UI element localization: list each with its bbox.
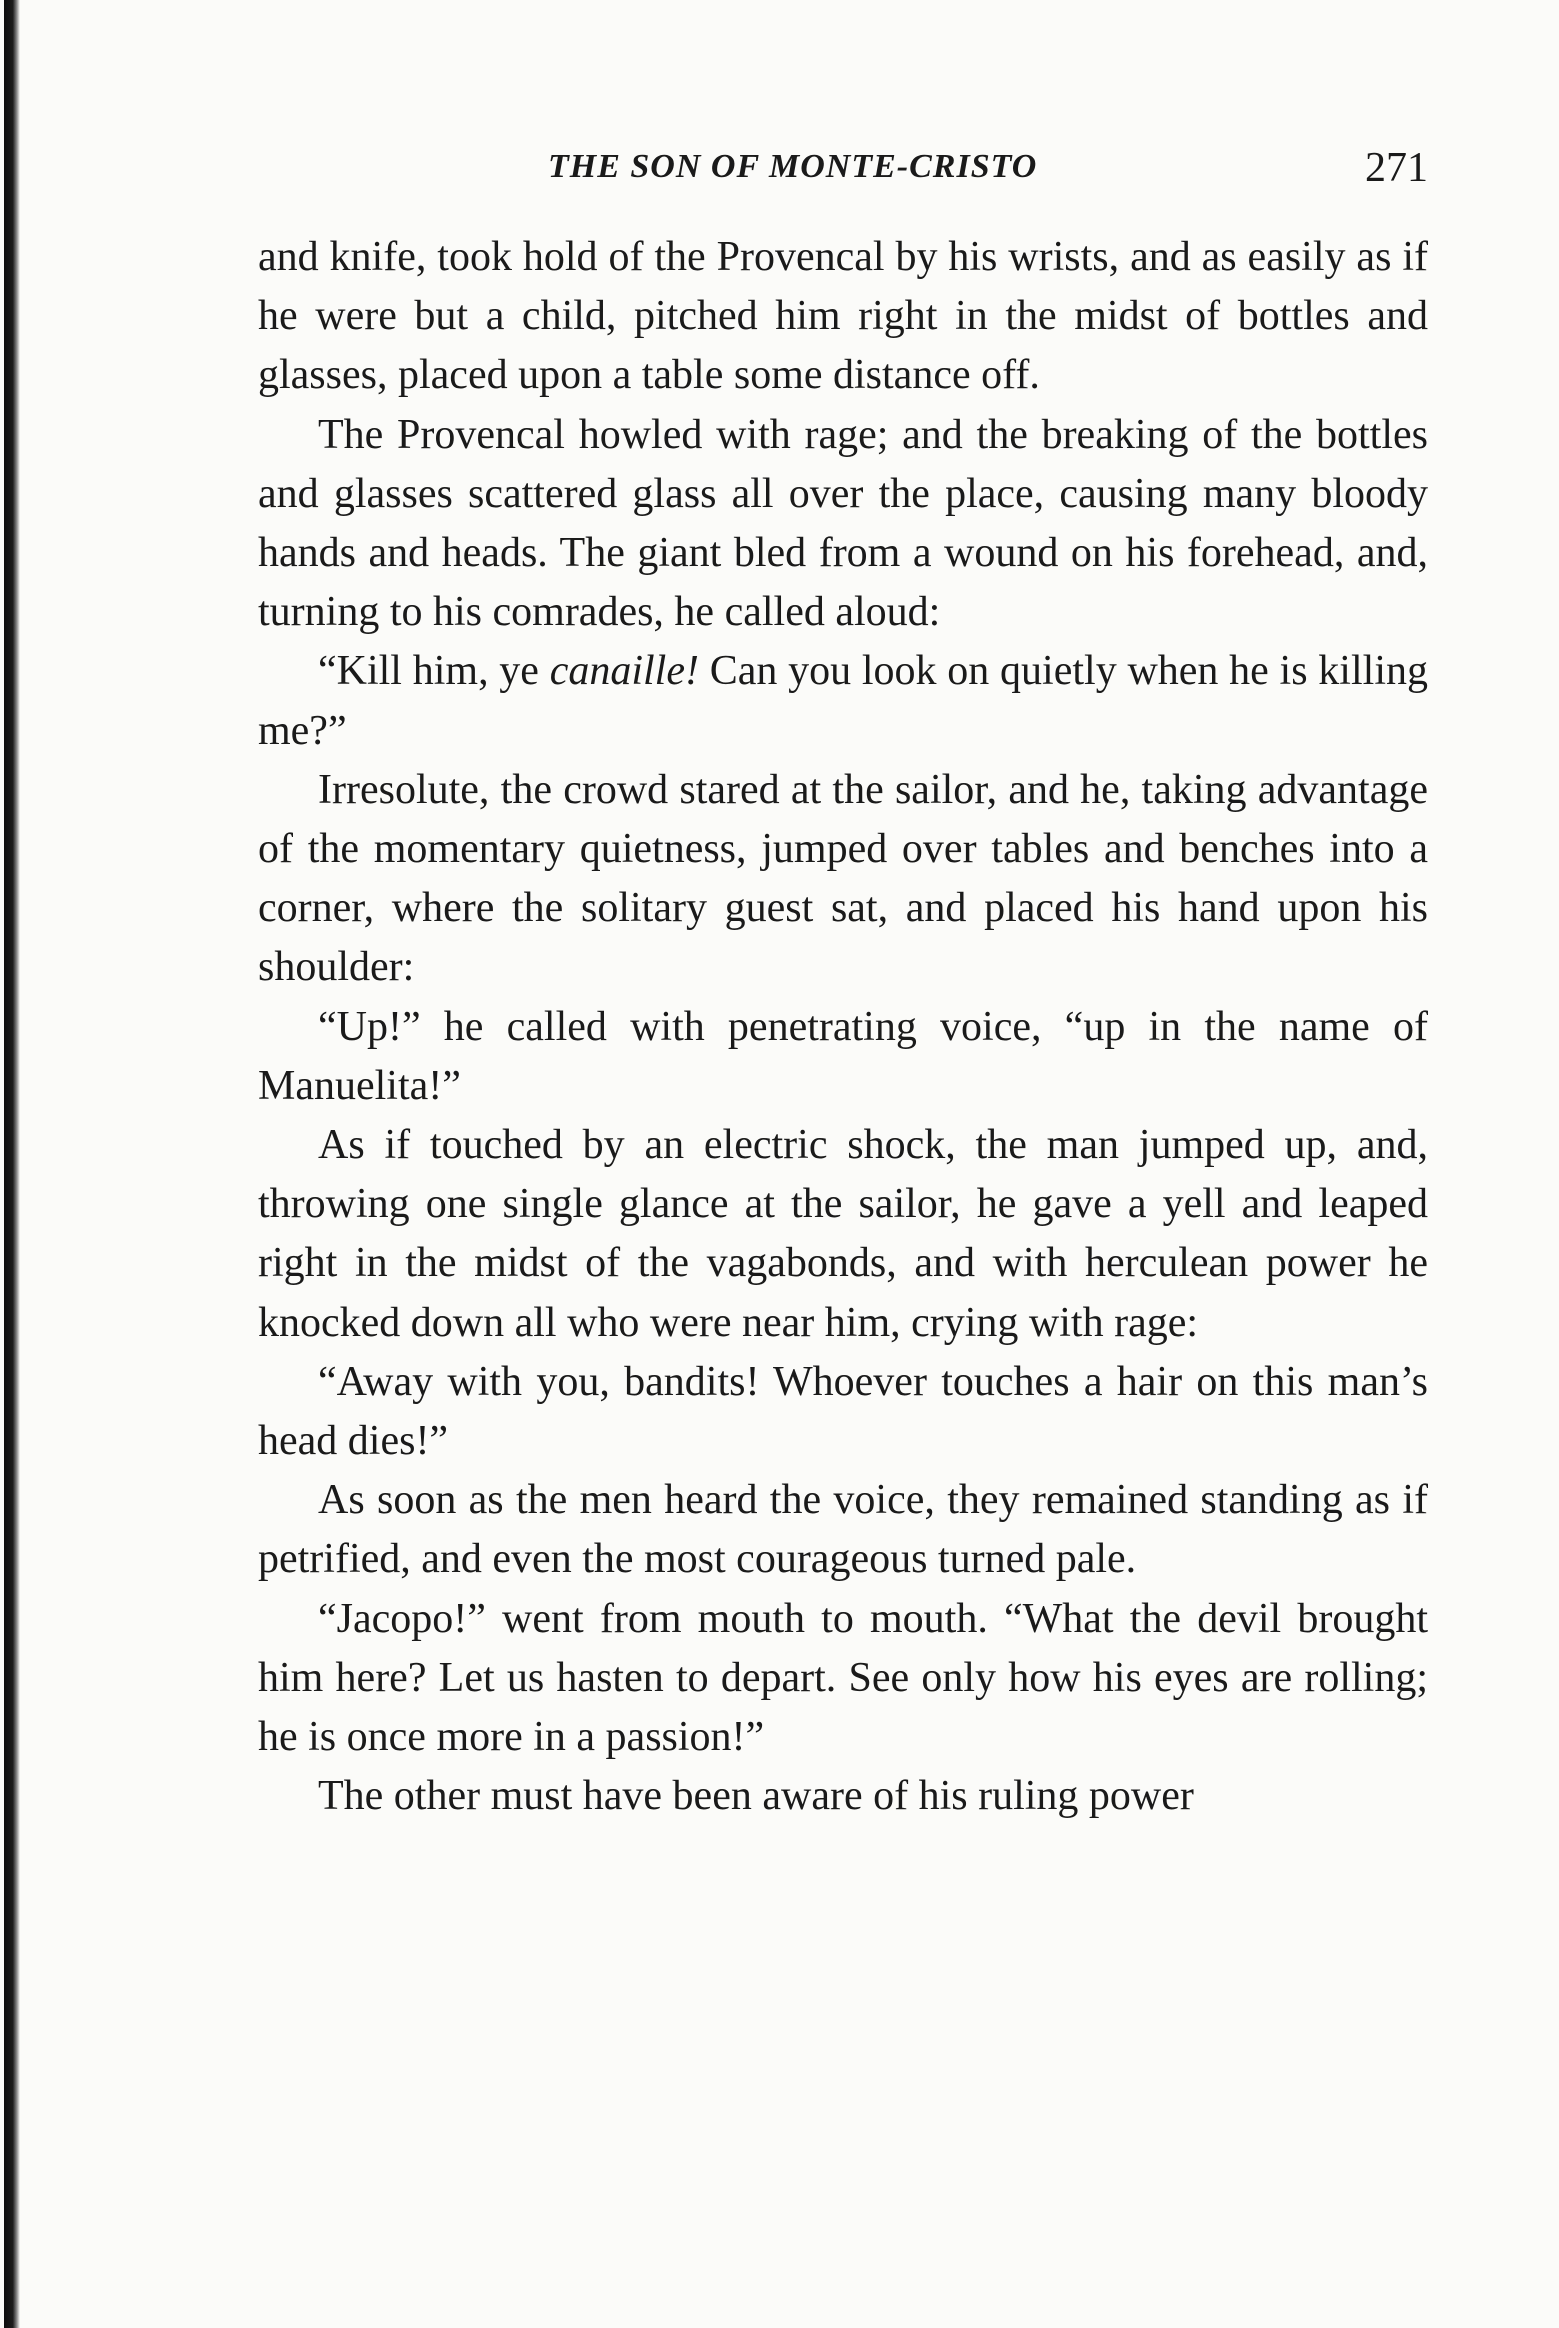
paragraph: “Jacopo!” went from mouth to mouth. “What the devil brought him here? Let us hasten to depart. See only how his eyes are rolling; he is once more in a passion!” — [258, 1595, 1428, 1761]
paragraph: “Away with you, bandits! Whoever touches a hair on this man’s head dies!” — [258, 1358, 1428, 1465]
page-header — [258, 140, 1428, 200]
paragraph — [258, 642, 1428, 760]
paragraph: As soon as the men heard the voice, they remained standing as if petrified, and even the most courageous turned pale. — [258, 1477, 1428, 1583]
paragraph-continuation: and knife, took hold of the Provencal by his wrists, and as easily as if he were but a child, pitched him right in the midst of bottles and glasses, placed upon a table some distance off. — [258, 234, 1428, 399]
italic-word: canaille! — [549, 648, 699, 695]
page-number: 271 — [1365, 145, 1428, 191]
paragraph-text: Can you look on quietly when he is killing me?” — [258, 648, 1428, 754]
paragraph: The other must have been aware of his ruling power — [318, 1773, 1194, 1820]
paragraph: The Provencal howled with rage; and the breaking of the bottles and glasses scattered glass all over the place, causing many bloody hands and heads. The giant bled from a wound on his forehead, and, turning to his comrades, he called aloud: — [258, 411, 1428, 636]
binding-edge — [4, 0, 20, 2328]
paragraph: As if touched by an electric shock, the man jumped up, and, throwing one single glance at the sailor, he gave a yell and leaped right in the midst of the vagabonds, and with herculean power he knocked down all who were near him, crying with rage: — [258, 1122, 1428, 1346]
body-text — [258, 228, 1428, 1826]
paragraph: “Up!” he called with penetrating voice, “up in the name of Manuelita!” — [258, 1003, 1428, 1109]
paragraph-text: “Kill him, ye — [318, 648, 550, 695]
running-head: THE SON OF MONTE-CRISTO — [548, 148, 1038, 185]
paragraph: Irresolute, the crowd stared at the sailor, and he, taking advantage of the momentary quietness, jumped over tables and benches into a corner, where the solitary guest sat, and placed his hand upon his shoulder: — [258, 766, 1428, 991]
